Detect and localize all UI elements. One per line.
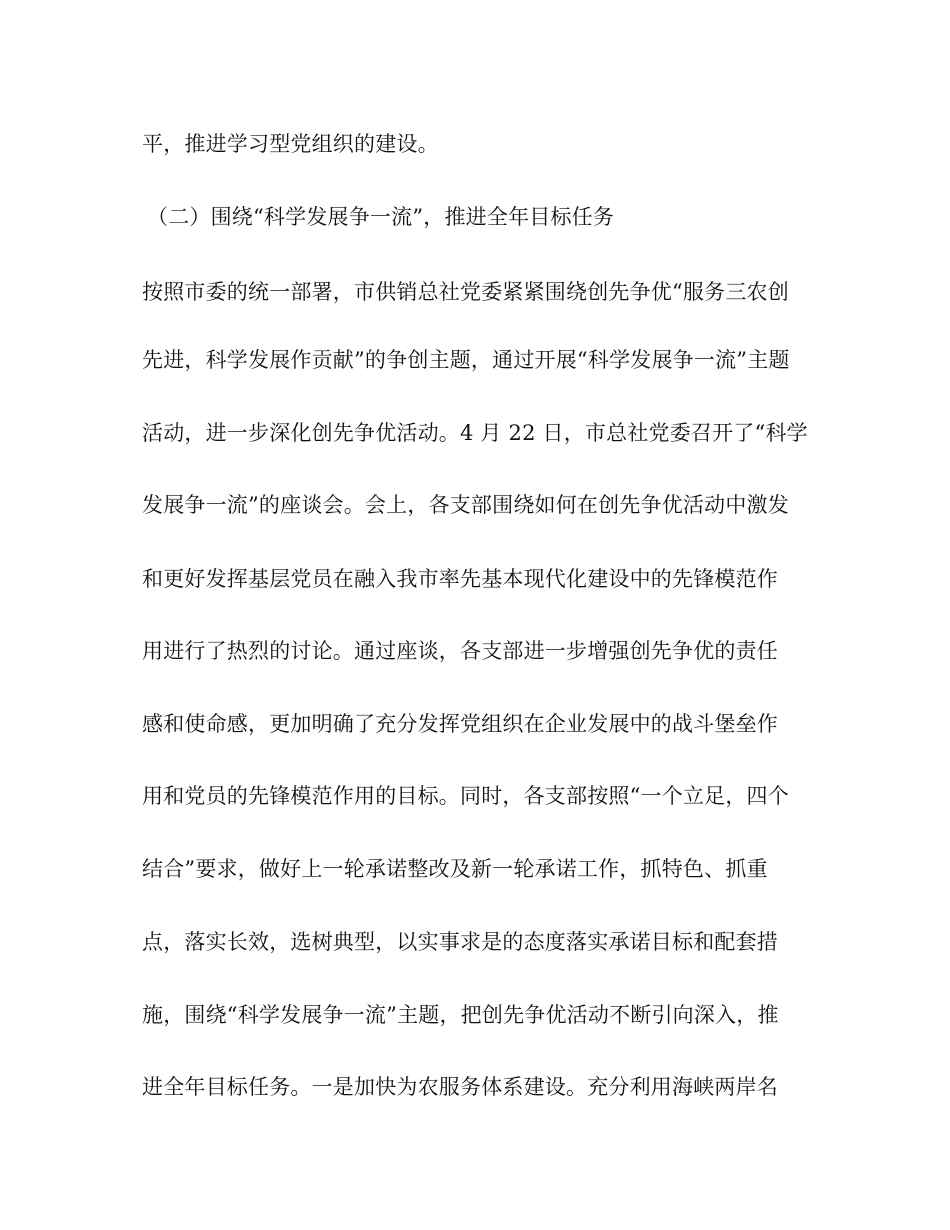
text-line-4: 先进，科学发展作贡献”的争创主题，通过开展“科学发展争一流”主题 bbox=[142, 348, 790, 372]
text-line-7: 和更好发挥基层党员在融入我市率先基本现代化建设中的先锋模范作 bbox=[142, 567, 778, 591]
section-heading: （二）围绕“科学发展争一流”，推进全年目标任务 bbox=[147, 205, 615, 229]
text-line-5: 活动，进一步深化创先争优活动。4 月 22 日，市总社党委召开了“科学 bbox=[142, 421, 808, 445]
text-line-3: 按照市委的统一部署，市供销总社党委紧紧围绕创先争优“服务三农创 bbox=[142, 280, 789, 304]
text-line-13: 施，围绕“科学发展争一流”主题，把创先争优活动不断引向深入，推 bbox=[142, 1003, 779, 1027]
text-line-9: 感和使命感，更加明确了充分发挥党组织在企业发展中的战斗堡垒作 bbox=[142, 712, 778, 736]
text-line-6: 发展争一流”的座谈会。会上，各支部围绕如何在创先争优活动中激发 bbox=[142, 493, 789, 517]
text-line-12: 点，落实长效，选树典型，以实事求是的态度落实承诺目标和配套措 bbox=[142, 930, 778, 954]
text-line-10: 用和党员的先锋模范作用的目标。同时，各支部按照“一个立足，四个 bbox=[142, 784, 789, 808]
text-line-8: 用进行了热烈的讨论。通过座谈，各支部进一步增强创先争优的责任 bbox=[142, 639, 778, 663]
text-line-11: 结合”要求，做好上一轮承诺整改及新一轮承诺工作，抓特色、抓重 bbox=[142, 857, 768, 881]
text-line-1: 平，推进学习型党组织的建设。 bbox=[142, 132, 439, 156]
text-line-14: 进全年目标任务。一是加快为农服务体系建设。充分利用海峡两岸名 bbox=[142, 1075, 778, 1099]
